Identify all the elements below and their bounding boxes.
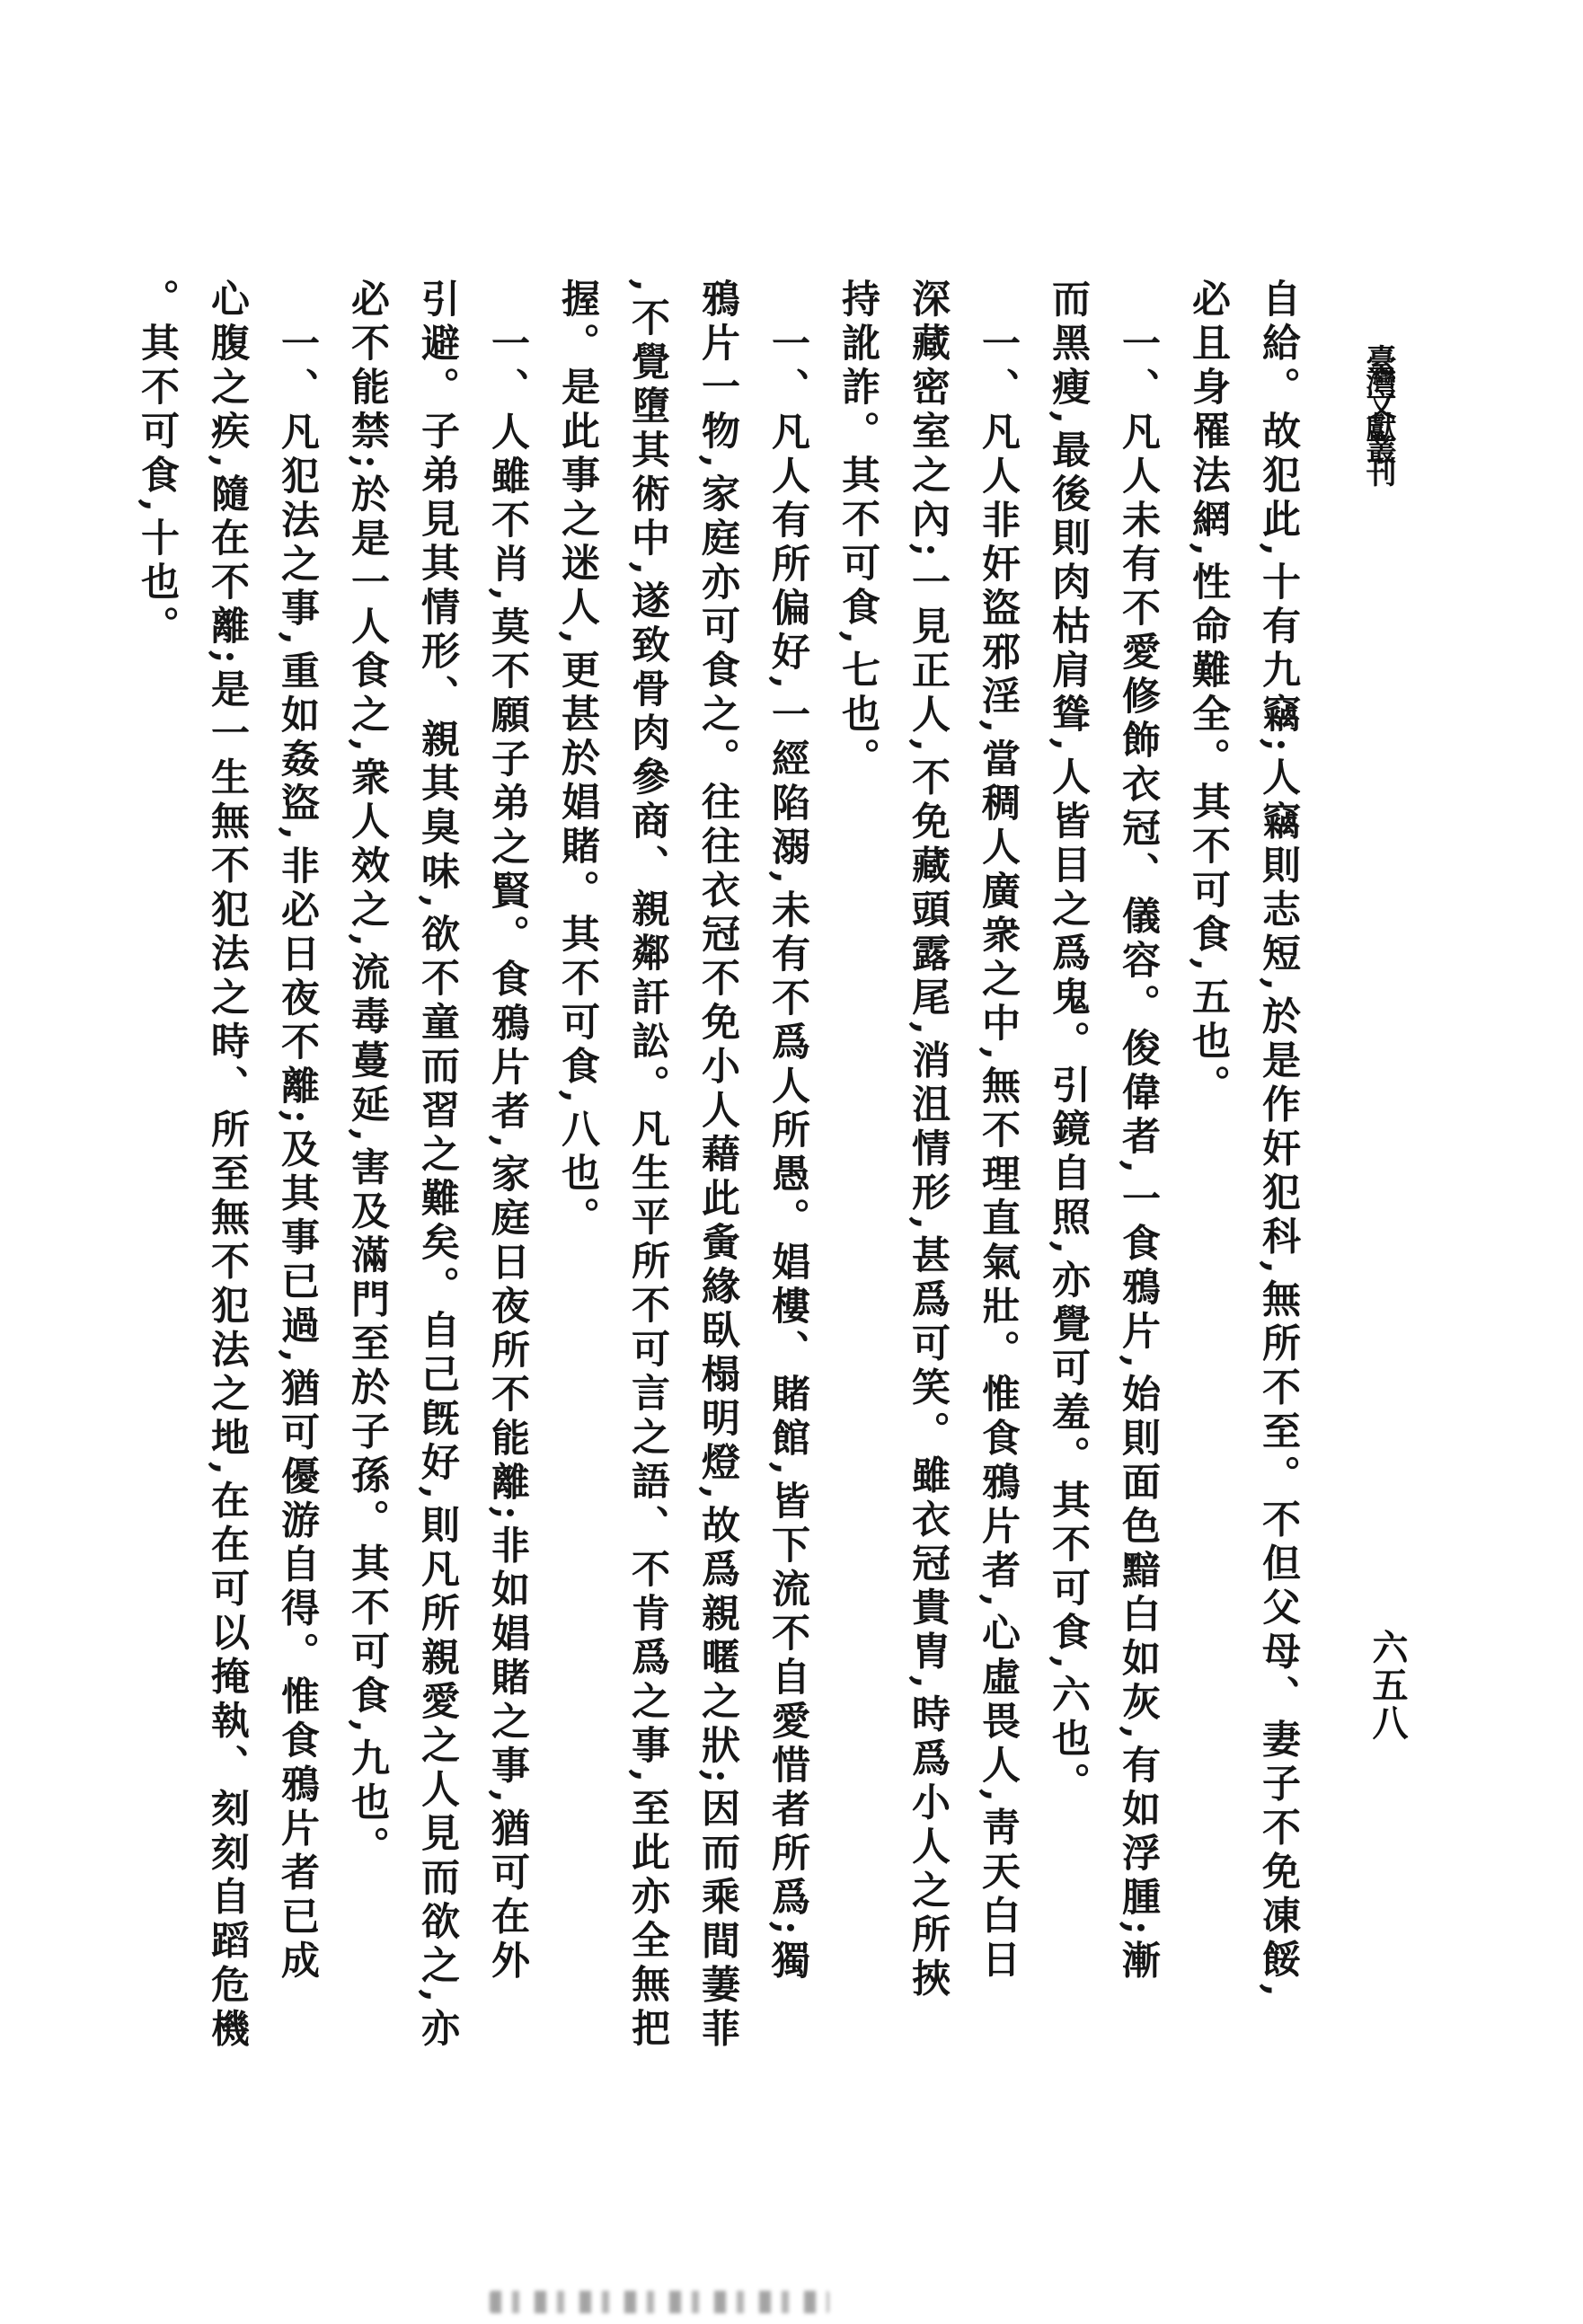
text-column: 而黑瘦,最後則肉枯肩聳,人皆目之爲鬼。引鏡自照,亦覺可羞。其不可食,六也。 bbox=[1046, 278, 1091, 1807]
text-column: 心腹之疾,隨在不離;是一生無不犯法之時、所至無不犯法之地,在在可以掩執、刻刻自蹈危機 bbox=[205, 278, 250, 2053]
text-column: 一、凡人有所偏好,一經陷溺,未有不爲人所愚。娼樓、賭館,皆下流不自愛惜者所爲;獨 bbox=[765, 323, 810, 1984]
text-column: 一、凡犯法之事,重如姦盜,非必日夜不離;及其事已過,猶可優游自得。惟食鴉片者已成 bbox=[275, 323, 320, 1984]
text-column: 自給。故犯此,十有九竊;人竊則志短,於是作奸犯科,無所不至。不但父母、妻子不免凍餒, bbox=[1256, 278, 1301, 2002]
text-column: 深藏密室之內;一見正人,不免藏頭露尾,消沮情形,甚爲可笑。雖衣冠貴胄,時爲小人之所挾 bbox=[906, 278, 951, 2002]
text-column: 鴉片一物,家庭亦可食之。往往衣冠不免小人藉此夤緣臥榻明燈,故爲親暱之狀;因而乘間萋菲 bbox=[695, 278, 740, 2053]
text-column: 必且身罹法網,性命難全。其不可食,五也。 bbox=[1186, 278, 1231, 1109]
running-head-series-title: 臺灣文獻叢刊 bbox=[1360, 344, 1396, 479]
text-column: 一、人雖不肖,莫不願子弟之賢。食鴉片者,家庭日夜所不能離;非如娼賭之事,猶可在外 bbox=[485, 323, 530, 1984]
text-column: ,不覺墮其術中,遂致骨肉參商、親鄰訐訟。凡生平所不可言之語、不肯爲之事,至此亦全無把 bbox=[625, 278, 670, 2052]
text-column: 。其不可食,十也。 bbox=[135, 278, 180, 649]
text-column: 持訛詐。其不可食,七也。 bbox=[836, 278, 880, 782]
text-column: 必不能禁;於是一人食之,衆人效之,流毒蔓延,害及滿門至於子孫。其不可食,九也。 bbox=[345, 278, 390, 1870]
print-through-artifact bbox=[490, 2291, 829, 2313]
text-column: 一、凡人未有不愛修飾衣冠、儀容。俊偉者,一食鴉片,始則面色黯白如灰,有如浮腫;漸 bbox=[1116, 323, 1161, 1984]
text-column: 一、凡人非奸盜邪淫,當稠人廣衆之中,無不理直氣壯。惟食鴉片者,心虛畏人,靑天白日 bbox=[976, 323, 1021, 1984]
text-column: 引避。子弟見其情形、親其臭味,欲不童而習之難矣。自己旣好,則凡所親愛之人見而欲之,亦 bbox=[415, 278, 460, 2052]
vertical-text-block bbox=[122, 278, 1313, 2147]
page-number: 六五八 bbox=[1366, 1629, 1409, 1742]
text-column: 握。是此事之迷人,更甚於娼賭。其不可食,八也。 bbox=[555, 278, 600, 1241]
